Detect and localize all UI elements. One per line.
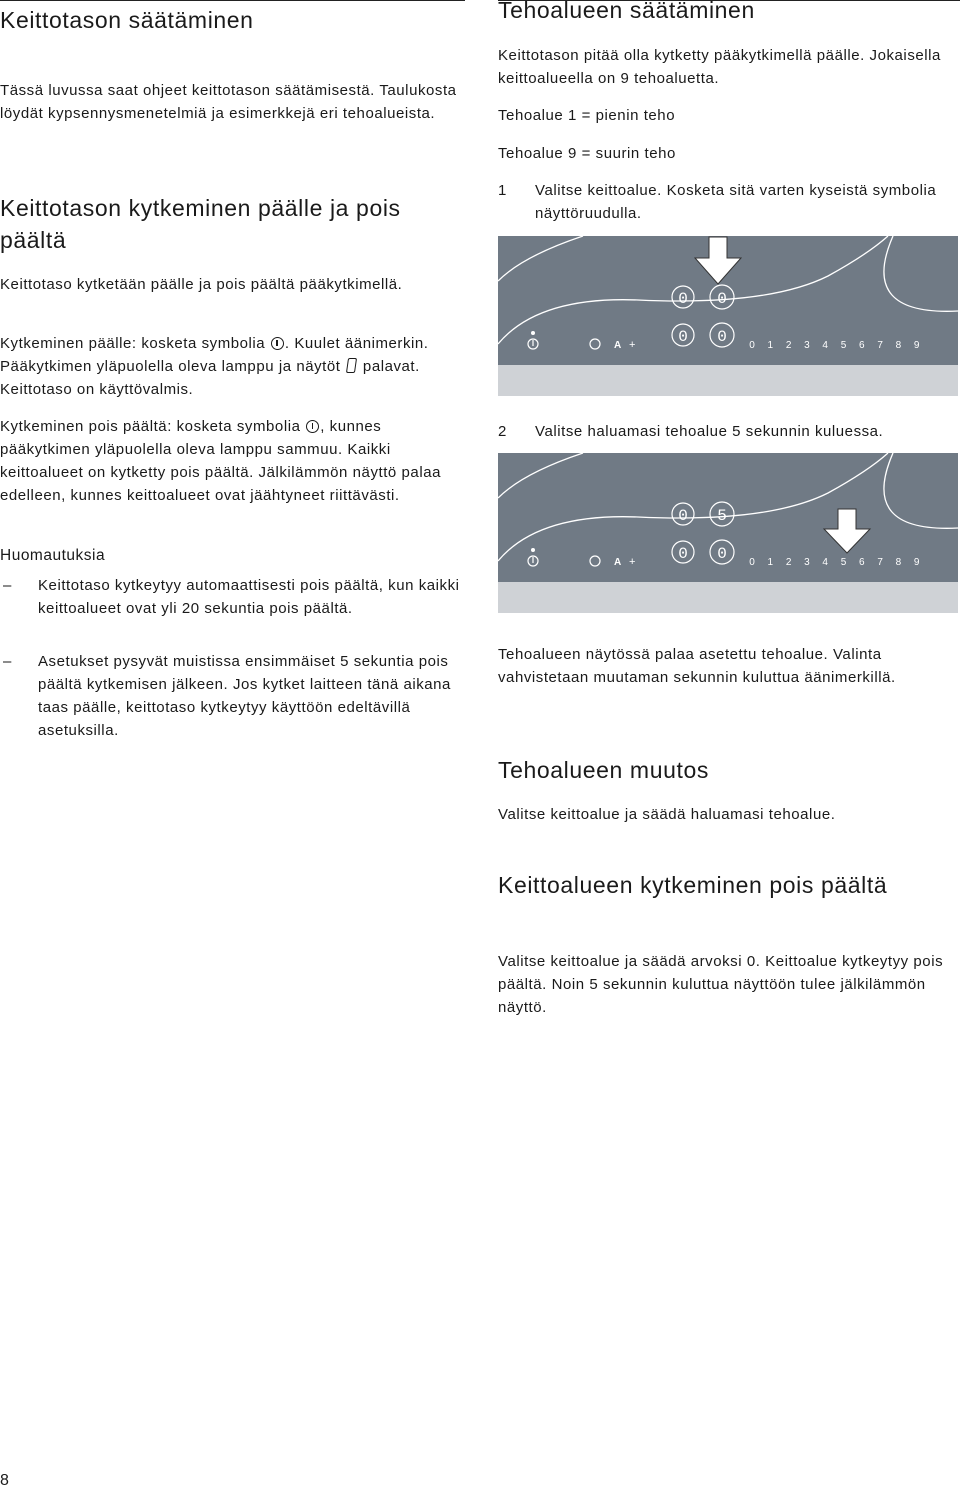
zone-display: 0 bbox=[678, 507, 688, 525]
power-scale-level[interactable]: 3 bbox=[804, 340, 810, 351]
auto-label[interactable]: A bbox=[614, 340, 622, 351]
cooktop-panel-1 bbox=[498, 236, 958, 396]
switch-p2: Kytkeminen päälle: kosketa symbolia . Kuulet äänimerkin. Pääkytkimen yläpuolella oleva lamppu ja näytöt palavat. Keittotaso on käyttövalmis. bbox=[0, 335, 429, 398]
segment-zero-icon bbox=[346, 358, 357, 373]
step-2: 2 Valitse haluamasi tehoalue 5 sekunnin kuluessa. bbox=[498, 423, 884, 440]
power-scale-level[interactable]: 0 bbox=[749, 340, 755, 351]
change-heading: Tehoalueen muutos bbox=[498, 757, 709, 783]
power-scale-level[interactable]: 8 bbox=[895, 340, 902, 351]
power-level-title: Tehoalueen säätäminen bbox=[498, 0, 755, 23]
power-scale-level[interactable]: 7 bbox=[877, 557, 883, 568]
auto-label[interactable]: A bbox=[614, 557, 622, 568]
power-scale-level[interactable]: 2 bbox=[785, 340, 792, 351]
off-text: Valitse keittoalue ja säädä arvoksi 0. Keittoalue kytkeytyy pois päältä. Noin 5 sekunnin kuluttua näyttöön tulee jälkilämmön näyttö. bbox=[498, 953, 944, 1016]
power-scale-level[interactable]: 6 bbox=[859, 557, 865, 568]
power-scale-level[interactable]: 7 bbox=[877, 340, 883, 351]
plus-label[interactable]: + bbox=[629, 339, 636, 351]
power-scale-level[interactable]: 5 bbox=[840, 557, 847, 568]
plus-label[interactable]: + bbox=[629, 556, 636, 568]
power-scale-level[interactable]: 3 bbox=[804, 557, 810, 568]
zone-display: 0 bbox=[717, 545, 727, 563]
cooktop-panel-1-drawing bbox=[498, 236, 958, 396]
zone-display: 0 bbox=[678, 328, 688, 346]
step-1: 1 Valitse keittoalue. Kosketa sitä varten kyseistä symbolia näyttöruudulla. bbox=[498, 182, 937, 222]
power-scale-level[interactable]: 6 bbox=[859, 340, 865, 351]
power-scale-level[interactable]: 4 bbox=[822, 340, 828, 351]
intro-text: Tässä luvussa saat ohjeet keittotason säätämisestä. Taulukosta löydät kypsennysmenetelmiä ja esimerkkejä eri tehoalueista. bbox=[0, 82, 457, 122]
power-scale-level[interactable]: 5 bbox=[840, 340, 847, 351]
switch-p3: Kytkeminen pois päältä: kosketa symbolia , kunnes pääkytkimen yläpuolella oleva lamppu sammuu. Kaikki keittoalueet on kytketty pois päältä. Jälkilämmön näyttö palaa edelleen, kunnes keittoalueet ovat jäähtyneet riittävästi. bbox=[0, 418, 441, 504]
zone-display: 5 bbox=[717, 507, 727, 525]
switch-heading: Keittotason kytkeminen päälle ja pois päältä bbox=[0, 195, 401, 253]
power-icon bbox=[271, 337, 284, 350]
power-scale-level[interactable]: 2 bbox=[785, 557, 792, 568]
main-switch-lamp bbox=[531, 548, 535, 552]
switch-p1: Keittotaso kytketään päälle ja pois päältä pääkytkimellä. bbox=[0, 276, 403, 293]
confirm-text: Tehoalueen näytössä palaa asetettu tehoalue. Valinta vahvistetaan muutaman sekunnin kuluttua äänimerkillä. bbox=[498, 646, 896, 686]
main-switch-lamp bbox=[531, 331, 535, 335]
page-number: 8 bbox=[0, 1472, 9, 1489]
power-level-p1: Keittotason pitää olla kytketty pääkytkimellä päälle. Jokaisella keittoalueella on 9 tehoaluetta. bbox=[498, 47, 941, 87]
note-item: – Keittotaso kytkeytyy automaattisesti pois päältä, kun kaikki keittoalueet ovat yli 20 sekuntia pois päältä. bbox=[0, 574, 468, 644]
zone-display: 0 bbox=[678, 545, 688, 563]
change-text: Valitse keittoalue ja säädä haluamasi tehoalue. bbox=[498, 806, 836, 823]
power-scale-level[interactable]: 9 bbox=[913, 340, 920, 351]
top-rule-left bbox=[0, 0, 465, 1]
zone-display: 0 bbox=[717, 290, 727, 308]
off-heading: Keittoalueen kytkeminen pois päältä bbox=[498, 872, 888, 898]
note-dash: – bbox=[3, 653, 12, 670]
power-scale-level[interactable]: 8 bbox=[895, 557, 902, 568]
power-scale-level[interactable]: 0 bbox=[749, 557, 755, 568]
note-item: – Asetukset pysyvät muistissa ensimmäiset 5 sekuntia pois päältä kytkemisen jälkeen. Jos kytket laitteen tänä aikana taas päälle, keittotaso kytkeytyy käyttöön edeltävillä asetuksilla. bbox=[0, 650, 468, 742]
power-scale-level[interactable]: 1 bbox=[767, 340, 774, 351]
power-scale-level[interactable]: 1 bbox=[767, 557, 774, 568]
power-level-min: Tehoalue 1 = pienin teho bbox=[498, 107, 676, 124]
cooktop-panel-2 bbox=[498, 453, 958, 613]
zone-display: 0 bbox=[717, 328, 727, 346]
zone-display: 0 bbox=[678, 290, 688, 308]
power-level-max: Tehoalue 9 = suurin teho bbox=[498, 145, 676, 162]
notes-heading: Huomautuksia bbox=[0, 547, 106, 564]
cooktop-panel-2-drawing bbox=[498, 453, 958, 613]
power-icon bbox=[306, 420, 319, 433]
note-dash: – bbox=[3, 577, 12, 594]
page-title: Keittotason säätäminen bbox=[0, 7, 254, 33]
power-scale-level[interactable]: 4 bbox=[822, 557, 828, 568]
power-scale-level[interactable]: 9 bbox=[913, 557, 920, 568]
